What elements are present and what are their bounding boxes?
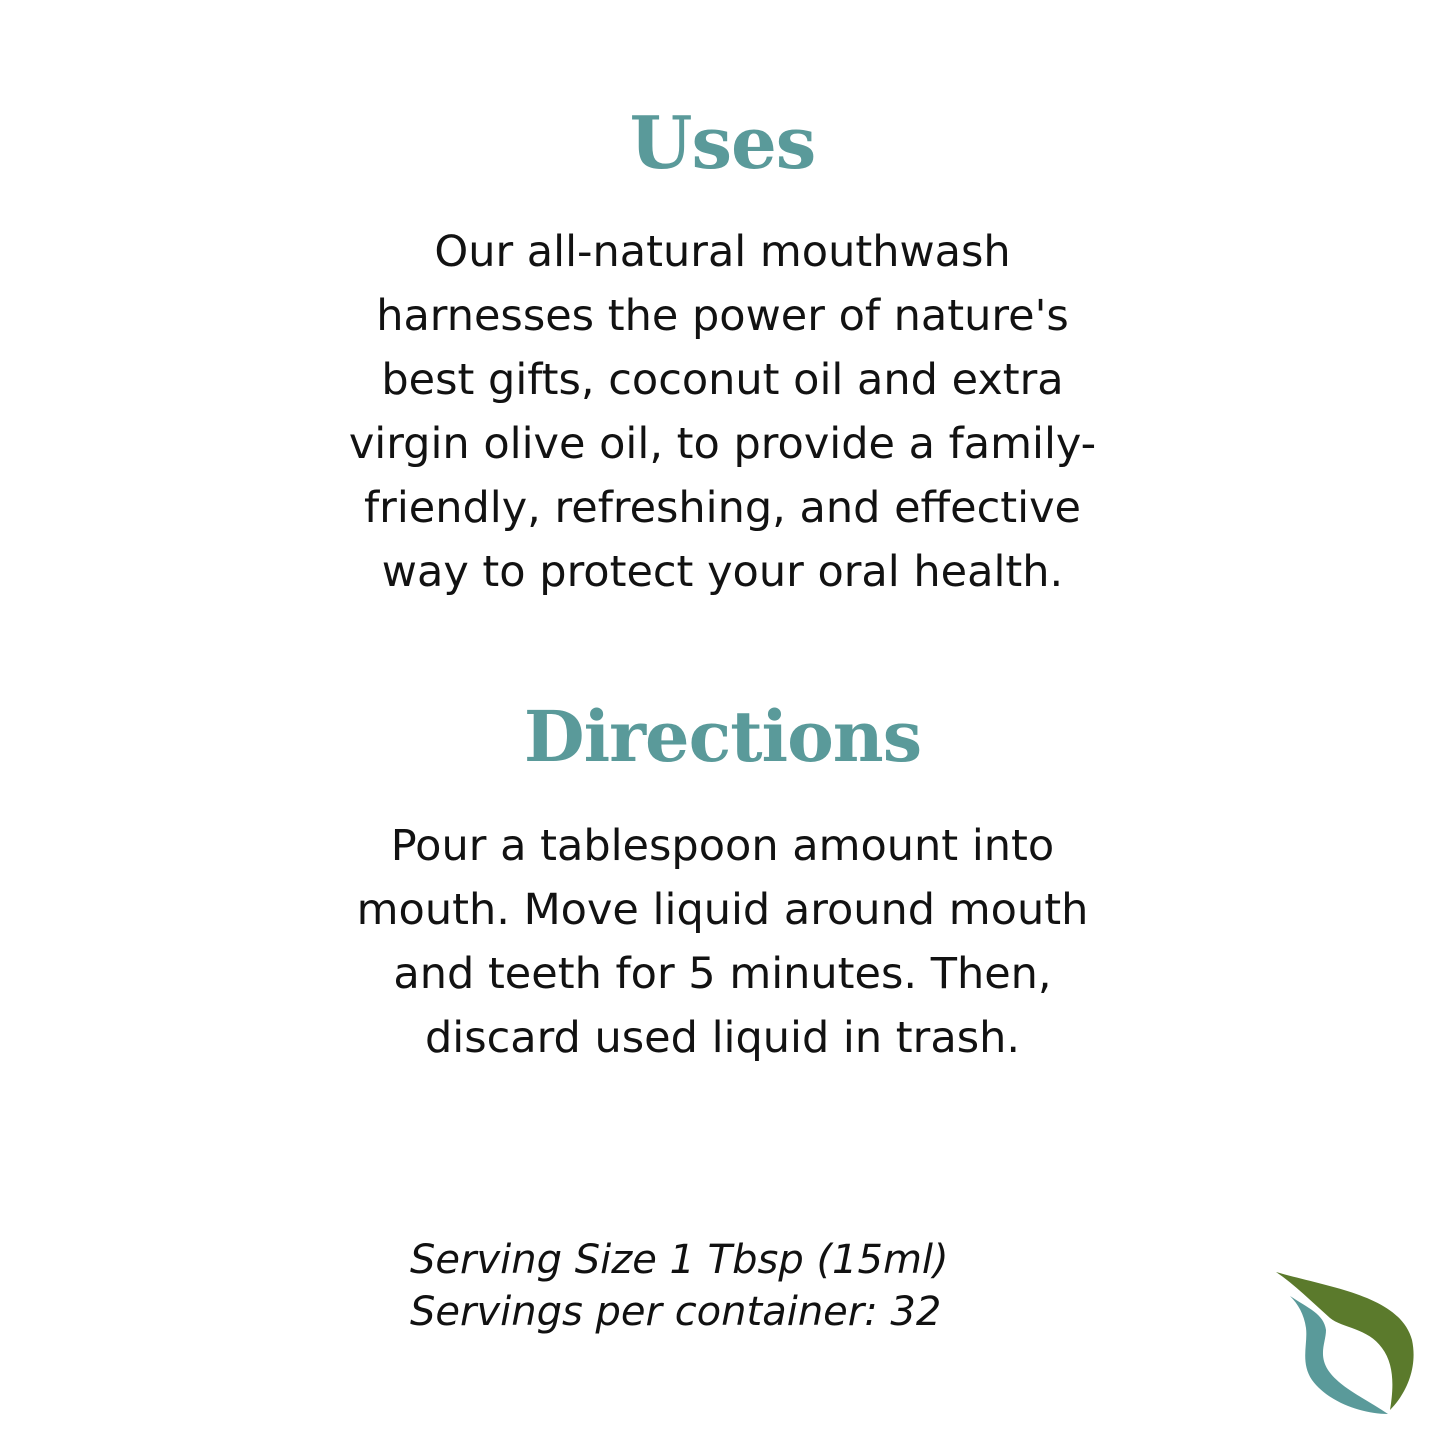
serving-size: Serving Size 1 Tbsp (15ml) <box>410 1237 949 1283</box>
directions-line: and teeth for 5 minutes. Then, <box>393 949 1052 999</box>
uses-heading: Uses <box>629 100 816 185</box>
servings-per-container: Servings per container: 32 <box>410 1289 942 1335</box>
directions-line: Pour a tablespoon amount into <box>390 821 1055 871</box>
uses-line: best gifts, coconut oil and extra <box>381 355 1064 405</box>
uses-line: friendly, refreshing, and effective <box>364 483 1081 533</box>
directions-line: mouth. Move liquid around mouth <box>356 885 1089 935</box>
directions-description <box>340 814 1105 1070</box>
uses-line: Our all-natural mouthwash <box>434 227 1011 277</box>
uses-description <box>340 220 1105 604</box>
uses-line: way to protect your oral health. <box>381 547 1064 597</box>
uses-line: virgin olive oil, to provide a family- <box>348 419 1097 469</box>
leaf-logo-icon <box>1272 1268 1420 1416</box>
uses-line: harnesses the power of nature's <box>376 291 1069 341</box>
directions-line: discard used liquid in trash. <box>424 1013 1021 1063</box>
directions-heading: Directions <box>523 695 922 778</box>
